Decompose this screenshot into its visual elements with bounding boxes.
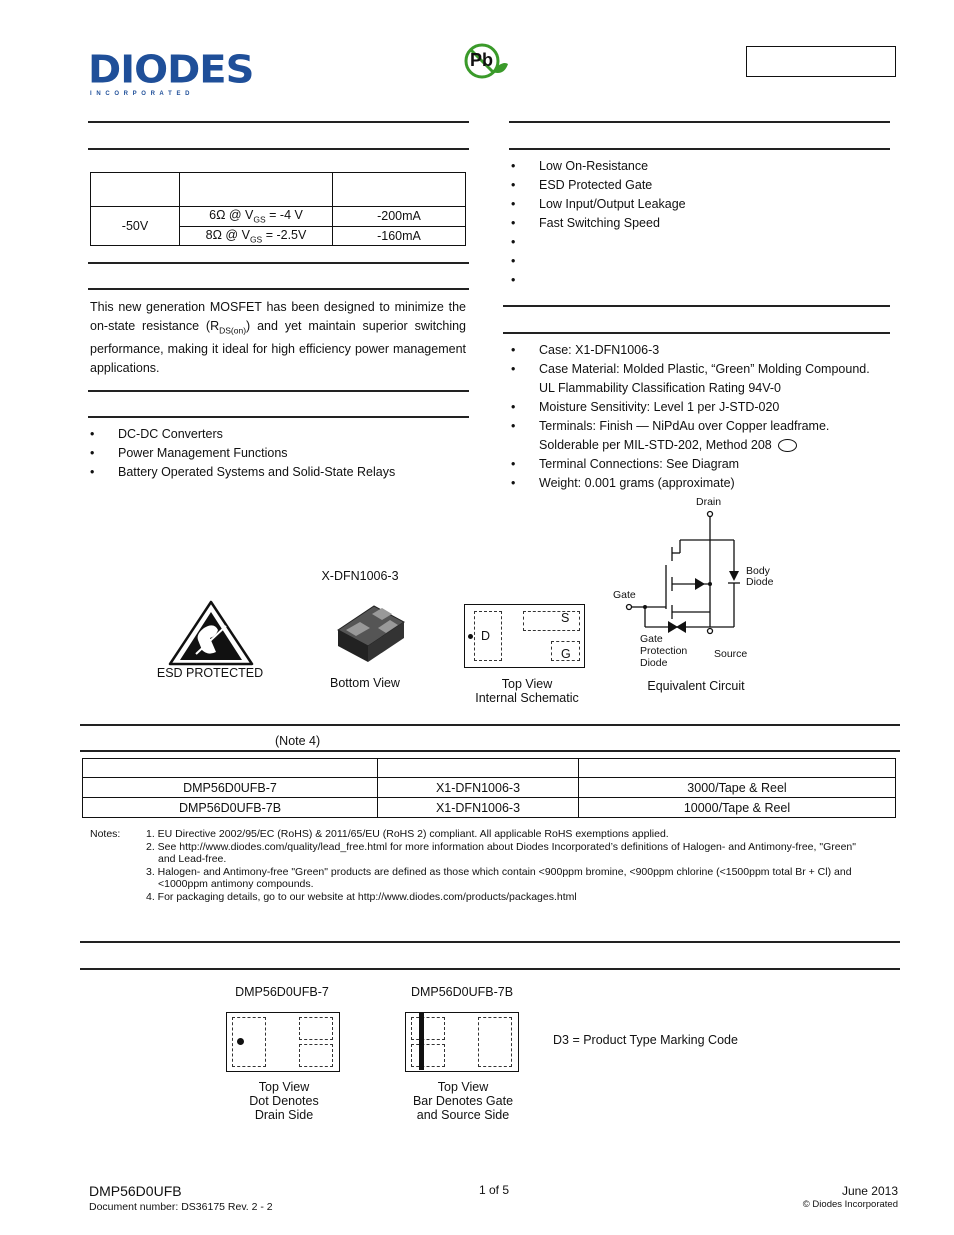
pin-g-label: G: [561, 647, 571, 661]
caption-line: Dot Denotes: [249, 1094, 319, 1108]
rds-cell: [180, 226, 333, 246]
rule-ordering-bottom: [80, 750, 900, 752]
gate-label: Gate: [613, 589, 636, 601]
oval-icon: [778, 439, 797, 452]
pin-d-label: D: [481, 629, 491, 643]
applications-list: [90, 425, 395, 482]
top-view-caption: [455, 677, 599, 705]
package-label: X-DFN1006-3: [321, 569, 399, 583]
label-line: Gate: [640, 633, 663, 645]
list-item-empty: [511, 252, 686, 271]
marking-part-a: DMP56D0UFB-7: [235, 985, 329, 999]
caption-line: Top View: [258, 1080, 310, 1094]
ordering-note-ref: (Note 4): [275, 734, 321, 748]
list-item: • Weight: 0.001 grams (approximate): [511, 474, 870, 493]
rds-sub: GS: [253, 214, 266, 225]
footer-copyright: © Diodes Incorporated: [802, 1199, 898, 1210]
source-pad: [523, 611, 580, 631]
list-item: • Moisture Sensitivity: Level 1 per J-STD-020: [511, 398, 870, 417]
drain-label: Drain: [696, 496, 722, 508]
footer-date: June 2013: [841, 1184, 898, 1198]
marking-code-text: D3 = Product Type Marking Code: [553, 1033, 738, 1047]
note-item: 4. For packaging details, go to our website at http://www.diodes.com/products/packages.html: [146, 890, 577, 903]
footer-page: 1 of 5: [478, 1183, 510, 1197]
list-item: • Low On-Resistance: [511, 157, 686, 176]
pin-s-label: S: [561, 611, 570, 625]
header-cell: [333, 173, 466, 207]
note-item: 3. Halogen- and Antimony-free "Green" products are defined as those which contain <900ppm bromine, <900ppm chlorine (<1500ppm total Br + Cl) and: [146, 865, 852, 878]
description-text: This new generation MOSFET has been designed to minimize the on-state resistance (R: [90, 300, 466, 333]
rds-text: 6Ω @ V: [209, 208, 254, 222]
list-item-empty: [511, 271, 686, 290]
pb-free-logo: [462, 42, 510, 82]
rule-description-bottom: [88, 288, 469, 290]
rule-applications-top: [88, 390, 469, 392]
rule-ordering-top: [80, 724, 900, 726]
case-cell: X1-DFN1006-3: [378, 798, 579, 818]
list-item: • Terminals: Finish — NiPdAu over Copper leadframe.: [511, 417, 870, 436]
pad: [411, 1017, 445, 1040]
gate-source-bar: [419, 1013, 424, 1070]
rule-mechanical-bottom: [503, 332, 890, 334]
list-item: • Case: X1-DFN1006-3: [511, 341, 870, 360]
rule-applications-bottom: [88, 416, 469, 418]
list-item-continuation: UL Flammability Classification Rating 94V-0: [539, 381, 781, 395]
rule-product-summary-bottom: [88, 148, 469, 150]
list-item: • DC-DC Converters: [90, 425, 395, 444]
caption-line: Drain Side: [254, 1108, 314, 1122]
body-diode-label: [746, 566, 773, 588]
ratings-table: [90, 172, 466, 246]
rule-marking-bottom: [80, 968, 900, 970]
case-cell: X1-DFN1006-3: [378, 778, 579, 798]
label-line: Diode: [640, 657, 668, 669]
list-item: • Fast Switching Speed: [511, 214, 686, 233]
list-item: • Power Management Functions: [90, 444, 395, 463]
note-item: 1. EU Directive 2002/95/EC (RoHS) & 2011/65/EU (RoHS 2) compliant. All applicable RoHS exemptions applied.: [146, 828, 669, 840]
table-row: [83, 798, 896, 818]
logo-text: DIODES: [88, 48, 254, 92]
header-cell: [579, 759, 896, 778]
list-item-empty: [511, 233, 686, 252]
caption-line: Top View: [501, 677, 553, 691]
rds-text: = -2.5V: [262, 227, 307, 242]
pb-text: Pb: [470, 50, 494, 70]
header-cell: [378, 759, 579, 778]
caption-line: and Source Side: [416, 1108, 510, 1122]
logo-subtext: I N C O R P O R A T E D: [90, 91, 191, 97]
bottom-view-caption: Bottom View: [330, 676, 400, 690]
notes-label: Notes:: [90, 828, 121, 840]
description-sub: DS(on): [219, 325, 247, 336]
source-label: Source: [714, 648, 748, 660]
note-item: and Lead-free.: [158, 853, 227, 866]
label-line: Diode: [746, 576, 774, 588]
header-box: [746, 46, 896, 77]
top-view-package: [464, 604, 585, 668]
pad: [299, 1044, 333, 1067]
package-3d-icon: [334, 600, 408, 666]
note-item: <1000ppm antimony compounds.: [158, 878, 314, 891]
marking-package-a: [226, 1012, 340, 1072]
header-cell: [180, 173, 333, 207]
pad: [478, 1017, 512, 1067]
footer-part-number: DMP56D0UFB: [89, 1183, 182, 1199]
caption-line: Top View: [437, 1080, 489, 1094]
mechanical-list: [511, 341, 870, 493]
rule-marking-top: [80, 941, 900, 943]
pad: [411, 1044, 445, 1067]
esd-warning-icon: [166, 598, 256, 668]
marking-part-b: DMP56D0UFB-7B: [410, 985, 514, 999]
footer-doc-number: Document number: DS36175 Rev. 2 - 2: [89, 1201, 273, 1213]
id-value: -200mA: [333, 207, 466, 227]
rule-description-top: [88, 262, 469, 264]
table-row: [83, 778, 896, 798]
equivalent-circuit-caption: Equivalent Circuit: [647, 679, 745, 693]
packaging-cell: 3000/Tape & Reel: [579, 778, 896, 798]
list-item: • ESD Protected Gate: [511, 176, 686, 195]
packaging-cell: 10000/Tape & Reel: [579, 798, 896, 818]
marking-package-b: [405, 1012, 519, 1072]
marking-caption-a: [214, 1080, 354, 1122]
note-item: 2. See http://www.diodes.com/quality/lead_free.html for more information about Diodes Incorporated’s definitions of Halogen- and Antimony-free, "Green": [146, 840, 856, 853]
header-cell: [91, 173, 180, 207]
pad: [299, 1017, 333, 1040]
rule-product-summary-top: [88, 121, 469, 123]
rds-cell: [180, 207, 333, 227]
rule-mechanical-top: [503, 305, 890, 307]
list-item: • Case Material: Molded Plastic, “Green” Molding Compound.: [511, 360, 870, 379]
rds-text: 8Ω @ V: [205, 227, 250, 242]
id-value: -160mA: [333, 226, 466, 246]
rds-sub: GS: [249, 234, 263, 244]
drain-dot: [237, 1038, 244, 1045]
label-line: Protection: [640, 645, 688, 657]
features-list: [511, 157, 686, 290]
list-item: • Battery Operated Systems and Solid-State Relays: [90, 463, 395, 482]
part-number-cell: DMP56D0UFB-7B: [83, 798, 378, 818]
list-item: • Low Input/Output Leakage: [511, 195, 686, 214]
pin1-dot: [468, 634, 473, 639]
diodes-logo: [88, 50, 263, 100]
esd-label: ESD PROTECTED: [156, 666, 264, 680]
header-cell: [83, 759, 378, 778]
description-text: ) and yet maintain superior switching performance, making it ideal for high efficiency power management applications.: [90, 318, 466, 375]
label-line: Body: [746, 565, 770, 577]
vdss-value: -50V: [91, 207, 180, 246]
rule-features-top: [509, 121, 890, 123]
ordering-table: [82, 758, 896, 818]
rds-text: = -4 V: [265, 208, 303, 222]
terminals-text: Solderable per MIL-STD-202, Method 208: [539, 438, 772, 452]
caption-line: Bar Denotes Gate: [412, 1094, 514, 1108]
list-item: • Terminal Connections: See Diagram: [511, 455, 870, 474]
gate-protection-label: [640, 633, 687, 669]
description-paragraph: [90, 298, 466, 378]
list-item-continuation: [511, 436, 870, 455]
marking-caption-b: [393, 1080, 533, 1122]
caption-line: Internal Schematic: [475, 691, 579, 705]
rule-features-bottom: [509, 148, 890, 150]
part-number-cell: DMP56D0UFB-7: [83, 778, 378, 798]
notes-list: [146, 828, 896, 904]
